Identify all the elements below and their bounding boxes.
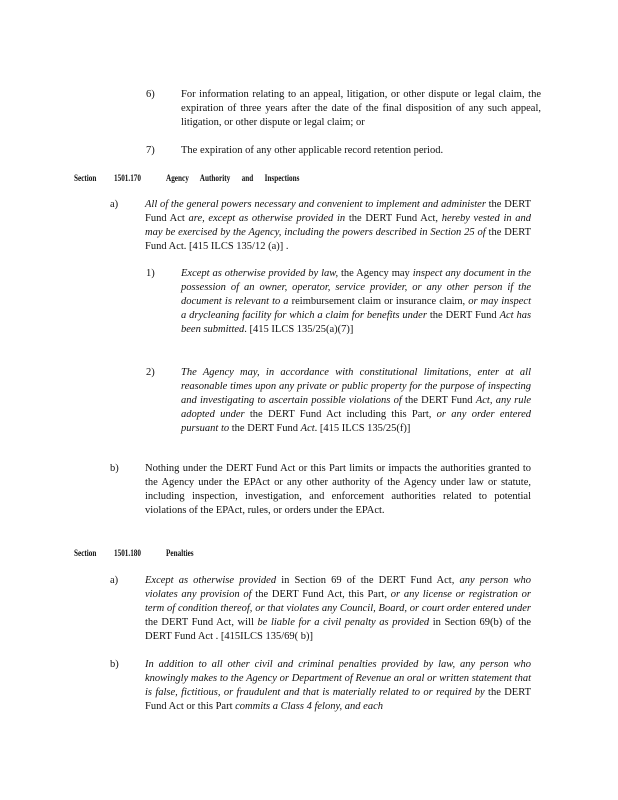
italic-text: Act, any rule adopted under [181, 395, 532, 420]
subsection-b-number: b) [110, 659, 119, 670]
italic-text: be liable for a civil penalty as provided [257, 617, 430, 628]
act-reference: the DERT Fund Act [145, 227, 531, 252]
paragraph-2-text [181, 366, 531, 436]
section-title: Agency Authority and Inspections [166, 173, 300, 183]
italic-text: All of the general powers necessary and convenient to implement and administer [145, 199, 486, 210]
act-reference: the DERT Fund Act [145, 199, 531, 224]
subsection-a-number: a) [110, 199, 119, 210]
section-heading-1501-180 [0, 547, 618, 559]
citation: in Section 69(b) of the DERT Fund Act . [415ILCS 135/69( b)] [145, 617, 532, 642]
act-reference: the DERT Fund Act, this Part [255, 589, 385, 600]
act-reference: the DERT Fund [405, 395, 473, 406]
subsection-a-text [145, 198, 531, 254]
subsection-a-number: a) [110, 575, 119, 586]
act-reference: the DERT Fund [231, 423, 299, 434]
claim-reference: reimbursement claim or insurance claim, [291, 296, 466, 307]
act-reference: , will [231, 617, 254, 628]
act-reference: the DERT Fund Act [348, 213, 436, 224]
italic-text: Act [300, 423, 315, 434]
paragraph-2-number: 2) [146, 367, 155, 378]
subsection-a-text [145, 574, 531, 644]
act-reference: the DERT Fund Act or this Part [145, 687, 531, 712]
citation: . [415 ILCS 135/25(a)(7)] [244, 324, 354, 335]
italic-text: Except as otherwise provided by law, [181, 268, 339, 279]
italic-text: , hereby vested in and may be exercised by the Agency, including the powers described in Section 25 of [145, 213, 532, 238]
section-number: 1501.180 [114, 548, 141, 558]
item-number-6: 6) [146, 89, 155, 100]
section-label: Section [74, 173, 97, 183]
italic-text: inspect any document in the possession of an owner, operator, service provider, or any other person if the document is relevant to a [181, 268, 532, 307]
citation: . [415 ILCS 135/12 (a)] . [183, 241, 289, 252]
italic-text: Except as otherwise provided [145, 575, 277, 586]
item-7-text: The expiration of any other applicable record retention period. [181, 145, 444, 156]
italic-text: , or any order entered pursuant to [181, 409, 531, 434]
subsection-b-number: b) [110, 463, 119, 474]
italic-text: or may inspect a drycleaning facility for which a claim for benefits under [181, 296, 531, 321]
paragraph-1-number: 1) [146, 268, 155, 279]
italic-text: , or any license or registration or term of condition thereof, or that violates any Council, Board, or court order entered under [145, 589, 532, 614]
act-reference: the DERT Fund [429, 310, 497, 321]
italic-text: The Agency may, in accordance with constitutional limitations, enter at all reasonable times upon any private or public property for the purpose of inspecting and investigating to ascertain possible violations of [181, 367, 531, 406]
italic-text: are, except as otherwise provided in [188, 213, 346, 224]
subsection-b-text: Nothing under the DERT Fund Act or this Part limits or impacts the authorities granted to the Agency under the EPAct or any other authority of the Agency under law or statute, including inspection, investigation, and enforcement authorities related to potential violations of the EPAct, rules, or orders under the EPAct. [145, 463, 531, 516]
subsection-b-text [145, 658, 531, 714]
section-heading-1501-170 [0, 172, 618, 184]
agency-reference: the Agency may [341, 268, 410, 279]
paragraph-1-text [181, 267, 531, 337]
section-label: Section [74, 548, 97, 558]
italic-text: In addition to all other civil and criminal penalties provided by law, any person who knowingly makes to the Agency or Department of Revenue an oral or written statement that is false, fictitious, or fraudulent and that is materially related to or required by [145, 659, 531, 698]
item-6-text: For information relating to an appeal, litigation, or other dispute or legal claim, the expiration of three years after the date of the final disposition of any such appeal, litigation, or other dispute or legal claim; or [181, 89, 541, 128]
italic-text: , any person who violates any provision of [145, 575, 532, 600]
act-reference: in Section 69 of the DERT Fund Act [281, 575, 452, 586]
italic-text: commits a Class 4 felony, and each [235, 701, 384, 712]
act-reference: the DERT Fund Act [145, 617, 232, 628]
citation: . [415 ILCS 135/25(f)] [314, 423, 411, 434]
item-number-7: 7) [146, 145, 155, 156]
act-reference: the DERT Fund Act including this Part [249, 409, 429, 420]
section-number: 1501.170 [114, 173, 141, 183]
section-title: Penalties [166, 548, 194, 558]
italic-text: Act has been submitted [181, 310, 532, 335]
